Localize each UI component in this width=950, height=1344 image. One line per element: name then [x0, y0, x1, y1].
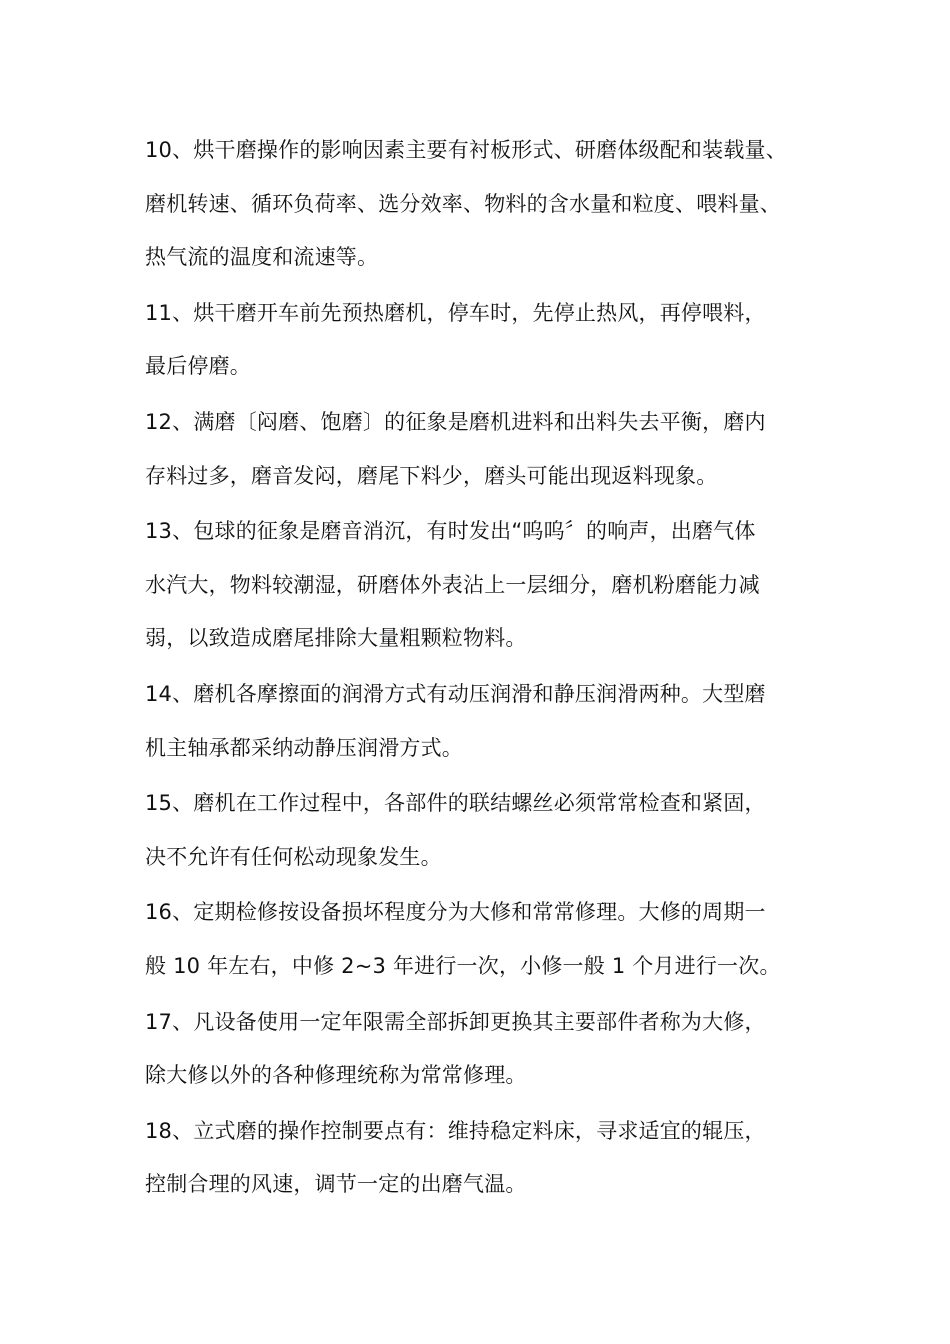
- paragraph-15: [145, 777, 835, 884]
- text-line: 15、磨机在工作过程中，各部件的联结螺丝必须常常检查和紧固，: [145, 791, 766, 816]
- text-line: 热气流的温度和流速等。: [145, 245, 379, 270]
- text-line: 10、烘干磨操作的影响因素主要有衬板形式、研磨体级配和装载量、: [145, 138, 787, 162]
- text-line: 16、定期检修按设备损坏程度分为大修和常常修理。大修的周期一: [145, 900, 766, 925]
- text-line: 决不允许有任何松动现象发生。: [145, 844, 442, 869]
- text-line: 弱，以致造成磨尾排除大量粗颗粒物料。: [145, 626, 527, 651]
- text-line: 17、凡设备使用一定年限需全部拆卸更换其主要部件者称为大修，: [145, 1009, 766, 1034]
- text-line: 水汽大，物料较潮湿，研磨体外表沾上一层细分，磨机粉磨能力减: [145, 572, 760, 597]
- paragraph-14: [145, 668, 835, 775]
- paragraph-11: [145, 287, 835, 394]
- paragraph-13: [145, 505, 835, 666]
- text-line: 磨机转速、循环负荷率、选分效率、物料的含水量和粒度、喂料量、: [145, 191, 781, 216]
- text-line: 机主轴承都采纳动静压润滑方式。: [145, 735, 463, 760]
- text-line: 般 10 年左右，中修 2~3 年进行一次，小修一般 1 个月进行一次。: [145, 953, 781, 978]
- text-line: 除大修以外的各种修理统称为常常修理。: [145, 1063, 527, 1088]
- text-line: 13、包球的征象是磨音消沉，有时发出“呜呜〞的响声，出磨气体: [145, 519, 756, 544]
- paragraph-16: [145, 886, 835, 993]
- text-line: 12、满磨〔闷磨、饱磨〕的征象是磨机进料和出料失去平衡，磨内: [145, 409, 766, 434]
- paragraph-17: [145, 996, 835, 1103]
- text-line: 存料过多，磨音发闷，磨尾下料少，磨头可能出现返料现象。: [145, 463, 718, 488]
- paragraph-12: [145, 396, 835, 503]
- text-line: 18、立式磨的操作控制要点有：维持稳定料床，寻求适宜的辊压，: [145, 1118, 766, 1143]
- text-line: 11、烘干磨开车前先预热磨机，停车时，先停止热风，再停喂料，: [145, 300, 766, 325]
- document-body: [145, 124, 835, 1214]
- paragraph-10: [145, 124, 835, 285]
- text-line: 控制合理的风速，调节一定的出磨气温。: [145, 1172, 527, 1197]
- text-line: 14、磨机各摩擦面的润滑方式有动压润滑和静压润滑两种。大型磨: [145, 681, 766, 706]
- text-line: 最后停磨。: [145, 354, 251, 379]
- paragraph-18: [145, 1105, 835, 1212]
